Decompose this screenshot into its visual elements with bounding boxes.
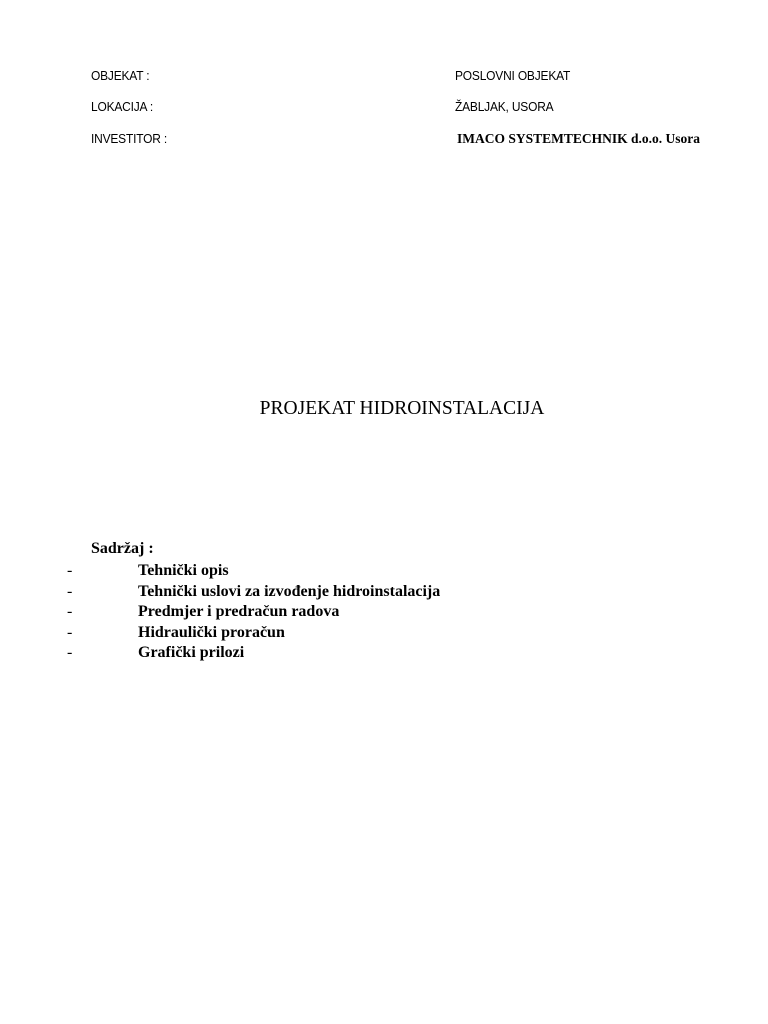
list-item-text: Tehnički uslovi za izvođenje hidroinstalacija (138, 582, 441, 600)
list-bullet: - (67, 582, 73, 600)
list-bullet: - (67, 603, 73, 620)
list-item (0, 623, 700, 644)
list-item-text: Grafički prilozi (138, 644, 245, 661)
list-bullet: - (67, 623, 73, 641)
object-value: POSLOVNI OBJEKAT (455, 68, 571, 83)
list-item-text: Hidraulički proračun (138, 623, 285, 641)
list-item-text: Tehnički opis (138, 562, 229, 579)
list-bullet: - (67, 644, 73, 661)
list-bullet: - (67, 562, 73, 579)
contents-heading: Sadržaj : (91, 540, 154, 557)
list-item-text: Predmjer i predračun radova (138, 603, 340, 620)
contents-list (0, 561, 700, 664)
location-label: LOKACIJA : (91, 99, 153, 114)
investor-label: INVESTITOR : (91, 131, 168, 146)
investor-value: IMACO SYSTEMTECHNIK d.o.o. Usora (457, 131, 701, 146)
list-item (0, 643, 700, 664)
list-item (0, 602, 700, 623)
location-value: ŽABLJAK, USORA (455, 99, 554, 114)
object-label: OBJEKAT : (91, 68, 150, 83)
list-item (0, 582, 700, 603)
list-item (0, 561, 700, 582)
document-title: PROJEKAT HIDROINSTALACIJA (259, 398, 545, 419)
